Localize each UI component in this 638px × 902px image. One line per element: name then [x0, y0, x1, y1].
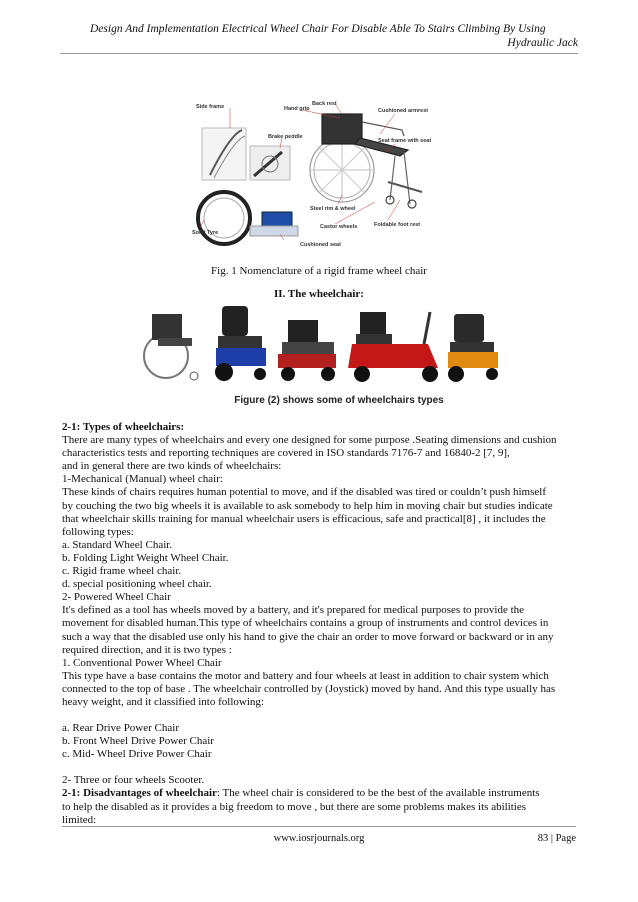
paragraph-2d: following types: — [62, 525, 134, 538]
manual-type-item: b. Folding Light Weight Wheel Chair. — [62, 551, 229, 564]
powered-heading: 2- Powered Wheel Chair — [62, 591, 171, 604]
manual-heading: 1-Mechanical (Manual) wheel chair: — [62, 473, 223, 486]
figure2-caption: Figure (2) shows some of wheelchairs types — [234, 395, 444, 406]
header-title-line1: Design And Implementation Electrical Wheel Chair For Disable Able To Stairs Climbing By Using — [90, 23, 546, 35]
paragraph-3d: required direction, and it is two types : — [62, 643, 232, 656]
cushioned-seat-inset — [250, 212, 298, 236]
brake-inset — [250, 146, 290, 180]
paragraph-3c: such a way that the disabled use only his hand to give the chair an order to move forward or backward or in any — [62, 630, 554, 643]
side-frame-inset — [202, 128, 246, 180]
types-heading: 2-1: Types of wheelchairs: — [62, 421, 185, 433]
page-number: 83 | Page — [537, 833, 576, 844]
paragraph-5b: to help the disabled as it provides a big freedom to move , but there are some problems makes its abilities — [62, 800, 527, 813]
page-header — [60, 22, 578, 50]
paragraph-2a: These kinds of chairs requires human potential to move, and if the disabled was tired or couldn’t push himself — [62, 486, 546, 499]
paragraph-2c: that wheelchair skills training for manual wheelchair users is efficacious, safe and practical[8] , it includes the — [62, 512, 546, 525]
label-solid-tyre: Solid Tyre — [192, 230, 219, 236]
paragraph-2b: by couching the two big wheels it is available to ask somebody to help him in moving chair but studies indicate — [62, 499, 553, 512]
paragraph-1b: characteristics tests and reporting techniques are covered in ISO standards 7176-7 and 16840-2 [7, 9], — [62, 447, 510, 460]
paragraph-1a: There are many types of wheelchairs and every one designed for some purpose .Seating dimensions and cushion — [62, 434, 557, 447]
manual-type-item: c. Rigid frame wheel chair. — [62, 565, 182, 578]
paragraph-4b: connected to the top of base . The wheelchair controlled by (Joystick) moved by hand. And this type usually has — [62, 682, 556, 695]
label-back-rest: Back rest — [312, 101, 337, 107]
header-rule — [60, 53, 578, 54]
label-cushioned-seat: Cushioned seat — [300, 242, 341, 248]
label-cushioned-armrest: Cushioned armrest — [378, 108, 429, 114]
label-caster-wheels: Castor wheels — [320, 224, 358, 230]
page-footer — [62, 826, 576, 844]
power-wheelchair-blue-image — [215, 306, 266, 381]
scooter-image — [348, 312, 438, 382]
footer-url: www.iosrjournals.org — [273, 833, 365, 844]
label-seat-frame: Seat frame with seat — [378, 138, 432, 144]
paragraph-5a: The wheel chair is considered to be the best of the available instruments — [219, 787, 540, 800]
header-title-line2: Hydraulic Jack — [507, 37, 578, 49]
manual-type-item: a. Standard Wheel Chair. — [62, 538, 173, 551]
solid-tyre-inset — [198, 192, 250, 244]
figure2-wheelchair-types — [138, 298, 518, 386]
paragraph-3a: It's defined as a tool has wheels moved by a battery, and it's prepared for medical purposes to provide the — [62, 604, 525, 617]
conventional-heading: 1. Conventional Power Wheel Chair — [62, 656, 222, 669]
wheelchair-drawing — [310, 114, 422, 208]
manual-wheelchair-image — [144, 314, 198, 380]
label-steel-rim: Steel rim & wheel — [310, 206, 356, 212]
label-side-frame: Side frame — [196, 104, 225, 110]
power-type-item: a. Rear Drive Power Chair — [62, 722, 179, 735]
paragraph-3b: movement for disabled human.This type of wheelchairs contains a group of instruments and control devices in — [62, 617, 549, 630]
power-type-item: b. Front Wheel Drive Power Chair — [62, 735, 214, 748]
figure1-caption: Fig. 1 Nomenclature of a rigid frame wheel chair — [211, 265, 427, 277]
body-text — [62, 421, 574, 827]
label-foldable-foot-rest: Foldable foot rest — [374, 222, 421, 228]
power-type-item: c. Mid- Wheel Drive Power Chair — [62, 748, 212, 761]
power-wheelchair-orange-image — [448, 314, 498, 382]
label-hand-grip: Hand grip — [284, 106, 310, 112]
scooter-type: 2- Three or four wheels Scooter. — [62, 774, 205, 787]
paragraph-4c: heavy weight, and it classified into following: — [62, 695, 264, 708]
paragraph-4a: This type have a base contains the motor and battery and four wheels at least in addition to chair system which — [62, 669, 549, 682]
manual-type-item: d. special positioning wheel chair. — [62, 578, 212, 591]
disadvantages-heading: 2-1: Disadvantages of wheelchair — [62, 787, 217, 800]
paragraph-5c: limited: — [62, 813, 97, 826]
power-wheelchair-red-image — [278, 320, 336, 381]
section-heading: II. The wheelchair: — [274, 288, 364, 300]
paragraph-1c: and in general there are two kinds of wheelchairs: — [62, 460, 282, 473]
figure1-wheelchair-nomenclature — [190, 100, 450, 258]
label-brake-peddle: Brake peddle — [268, 134, 303, 140]
disadvantages-colon: : — [216, 787, 220, 800]
